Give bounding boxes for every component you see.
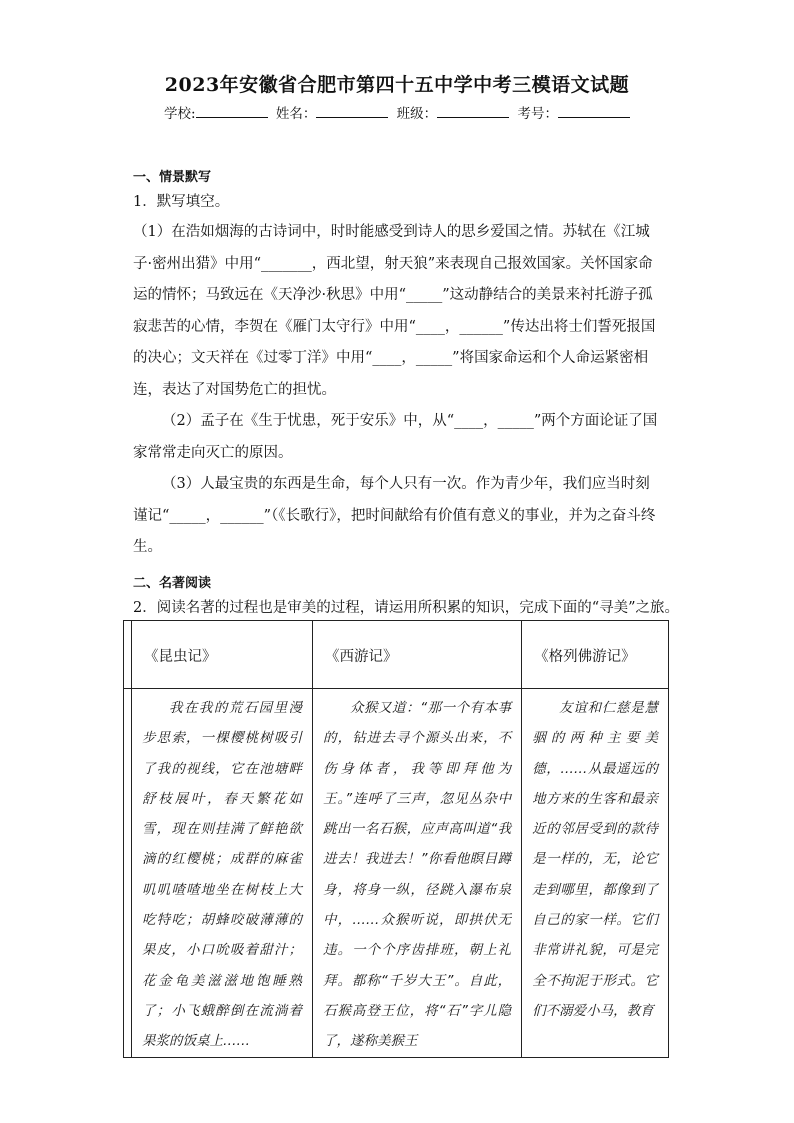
excerpt-insect-book: 我在我的荒石园里漫步思索，一棵樱桃树吸引了我的视线，它在池塘畔舒枝展叶，春天繁花如雪，现在则挂满了鲜艳欲滴的红樱桃；成群的麻雀叽叽喳喳地坐在树枝上大吃特吃；胡蜂咬破薄薄的果皮，小口吮吸着甜汁；花金龟美滋滋地饱睡熟了；小飞蛾醉倒在流淌着果浆的饭桌上…… — [132, 689, 313, 1058]
name-blank[interactable] — [316, 104, 388, 118]
table-header-row — [124, 621, 669, 689]
student-info-fields — [0, 102, 794, 122]
question-1-part-1: （1）在浩如烟海的古诗词中，时时能感受到诗人的思乡爱国之情。苏轼在《江城子·密州出猎》中用“_______，西北望，射天狼”来表现自己报效国家。关怀国家命运的情怀；马致远在《天净沙·秋思》中用“_____”这动静结合的美景来衬托游子孤寂悲苦的心情，李贺在《雁门太守行》中用“____，______”传达出将士们誓死报国的决心；文天祥在《过零丁洋》中用“____，_____”将国家命运和个人命运紧密相连，表达了对国势危亡的担忧。 — [133, 224, 656, 398]
page-title: 2023年安徽省合肥市第四十五中学中考三模语文试题 — [164, 74, 630, 96]
question-1-label: 1．默写填空。 — [133, 194, 230, 210]
table-excerpt-row — [124, 689, 669, 1058]
header-insect-book: 《昆虫记》 — [132, 621, 313, 689]
class-label: 班级： — [396, 106, 438, 122]
school-label: 学校: — [164, 106, 196, 122]
header-journey-west: 《西游记》 — [313, 621, 522, 689]
section-heading-recitation: 一、情景默写 — [133, 170, 212, 185]
exam-number-blank[interactable] — [558, 104, 630, 118]
table-stub-cell — [124, 621, 132, 689]
name-label: 姓名： — [275, 106, 317, 122]
classics-reading-table — [123, 620, 669, 1058]
school-blank[interactable] — [196, 104, 268, 118]
section-heading-classics: 二、名著阅读 — [133, 576, 212, 591]
class-blank[interactable] — [437, 104, 509, 118]
header-gulliver: 《格列佛游记》 — [522, 621, 669, 689]
question-1-part-2: （2）孟子在《生于忧患，死于安乐》中，从“____，_____”两个方面论证了国家常常走向灭亡的原因。 — [133, 413, 658, 461]
excerpt-journey-west: 众猴又道：“那一个有本事的，钻进去寻个源头出来，不伤身体者，我等即拜他为王。”连呼了三声，忽见丛杂中跳出一名石猴，应声高叫道“我进去！我进去！”你看他瞑目蹲身，将身一纵，径跳入瀑布泉中，……众猴听说，即拱伏无违。一个个序齿排班，朝上礼拜。都称“千岁大王”。自此，石猴高登王位，将“石”字儿隐了，遂称美猴王 — [313, 689, 522, 1058]
table-stub-cell — [124, 689, 132, 1058]
excerpt-gulliver: 友谊和仁慈是慧骃的两种主要美德，……从最遥远的地方来的生客和最亲近的邻居受到的款待是一样的，无，论它走到哪里，都像到了自己的家一样。它们非常讲礼貌，可是完全不拘泥于形式。它们不溺爱小马，教育 — [522, 689, 669, 1058]
question-2-label: 2．阅读名著的过程也是审美的过程，请运用所积累的知识，完成下面的“寻美”之旅。 — [133, 600, 680, 616]
exam-number-label: 考号： — [517, 106, 558, 122]
question-1-part-3: （3）人最宝贵的东西是生命，每个人只有一次。作为青少年，我们应当时刻谨记“_____，______”（《长歌行》，把时间献给有价值有意义的事业，并为之奋斗终生。 — [133, 476, 656, 555]
